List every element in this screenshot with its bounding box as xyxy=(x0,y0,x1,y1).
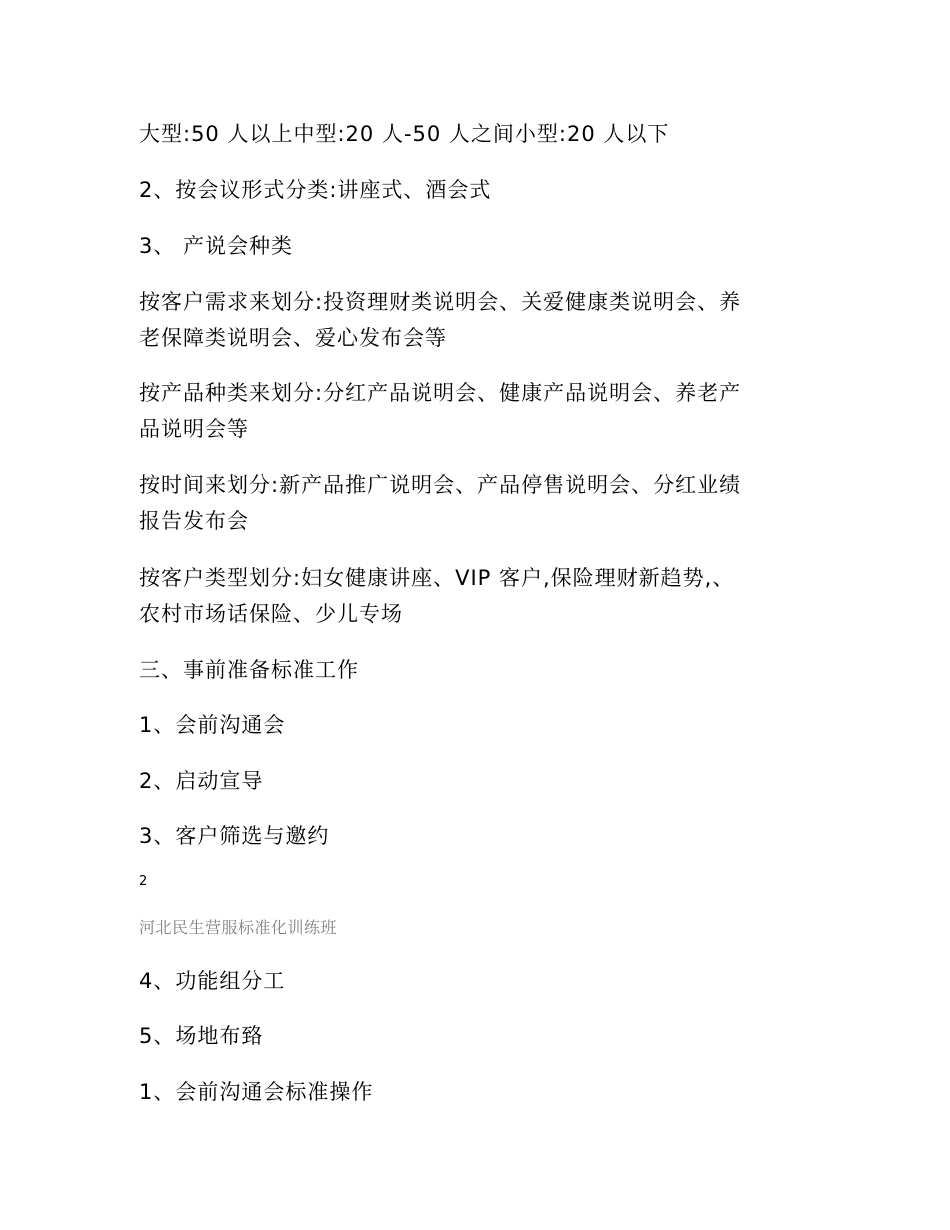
text-line-time-1: 按时间来划分:新产品推广说明会、产品停售说明会、分红业绩 xyxy=(139,473,742,497)
text-line-customer-type-2: 农村市场话保险、少儿专场 xyxy=(139,602,403,626)
list-item-standard-operation: 1、会前沟通会标准操作 xyxy=(139,1080,374,1104)
list-item-kickoff: 2、启动宣导 xyxy=(139,769,264,793)
list-item-pre-meeting: 1、会前沟通会 xyxy=(139,713,286,737)
text-line-product-type-1: 按产品种类来划分:分红产品说明会、健康产品说明会、养老产 xyxy=(139,381,742,405)
list-item-customer-screening: 3、客户筛选与邀约 xyxy=(139,824,330,848)
page-header: 河北民生营服标准化训练班 xyxy=(139,918,338,937)
text-line-time-2: 报告发布会 xyxy=(139,509,249,533)
text-line-customer-type-1: 按客户类型划分:妇女健康讲座、VIP 客户,保险理财新趋势,、 xyxy=(139,566,735,590)
section-heading-preparation: 三、事前准备标准工作 xyxy=(139,658,359,682)
text-line-customer-needs-1: 按客户需求来划分:投资理财类说明会、关爱健康类说明会、养 xyxy=(139,290,742,314)
list-item-venue-setup: 5、场地布臵 xyxy=(139,1024,264,1048)
text-line-meeting-size: 大型:50 人以上中型:20 人-50 人之间小型:20 人以下 xyxy=(139,122,670,146)
text-line-format-category: 2、按会议形式分类:讲座式、酒会式 xyxy=(139,178,492,202)
list-item-function-groups: 4、功能组分工 xyxy=(139,969,286,993)
text-line-product-type-2: 品说明会等 xyxy=(139,417,249,441)
page-number: 2 xyxy=(139,874,148,889)
text-line-types-heading: 3、 产说会种类 xyxy=(139,234,294,258)
text-line-customer-needs-2: 老保障类说明会、爱心发布会等 xyxy=(139,326,447,350)
